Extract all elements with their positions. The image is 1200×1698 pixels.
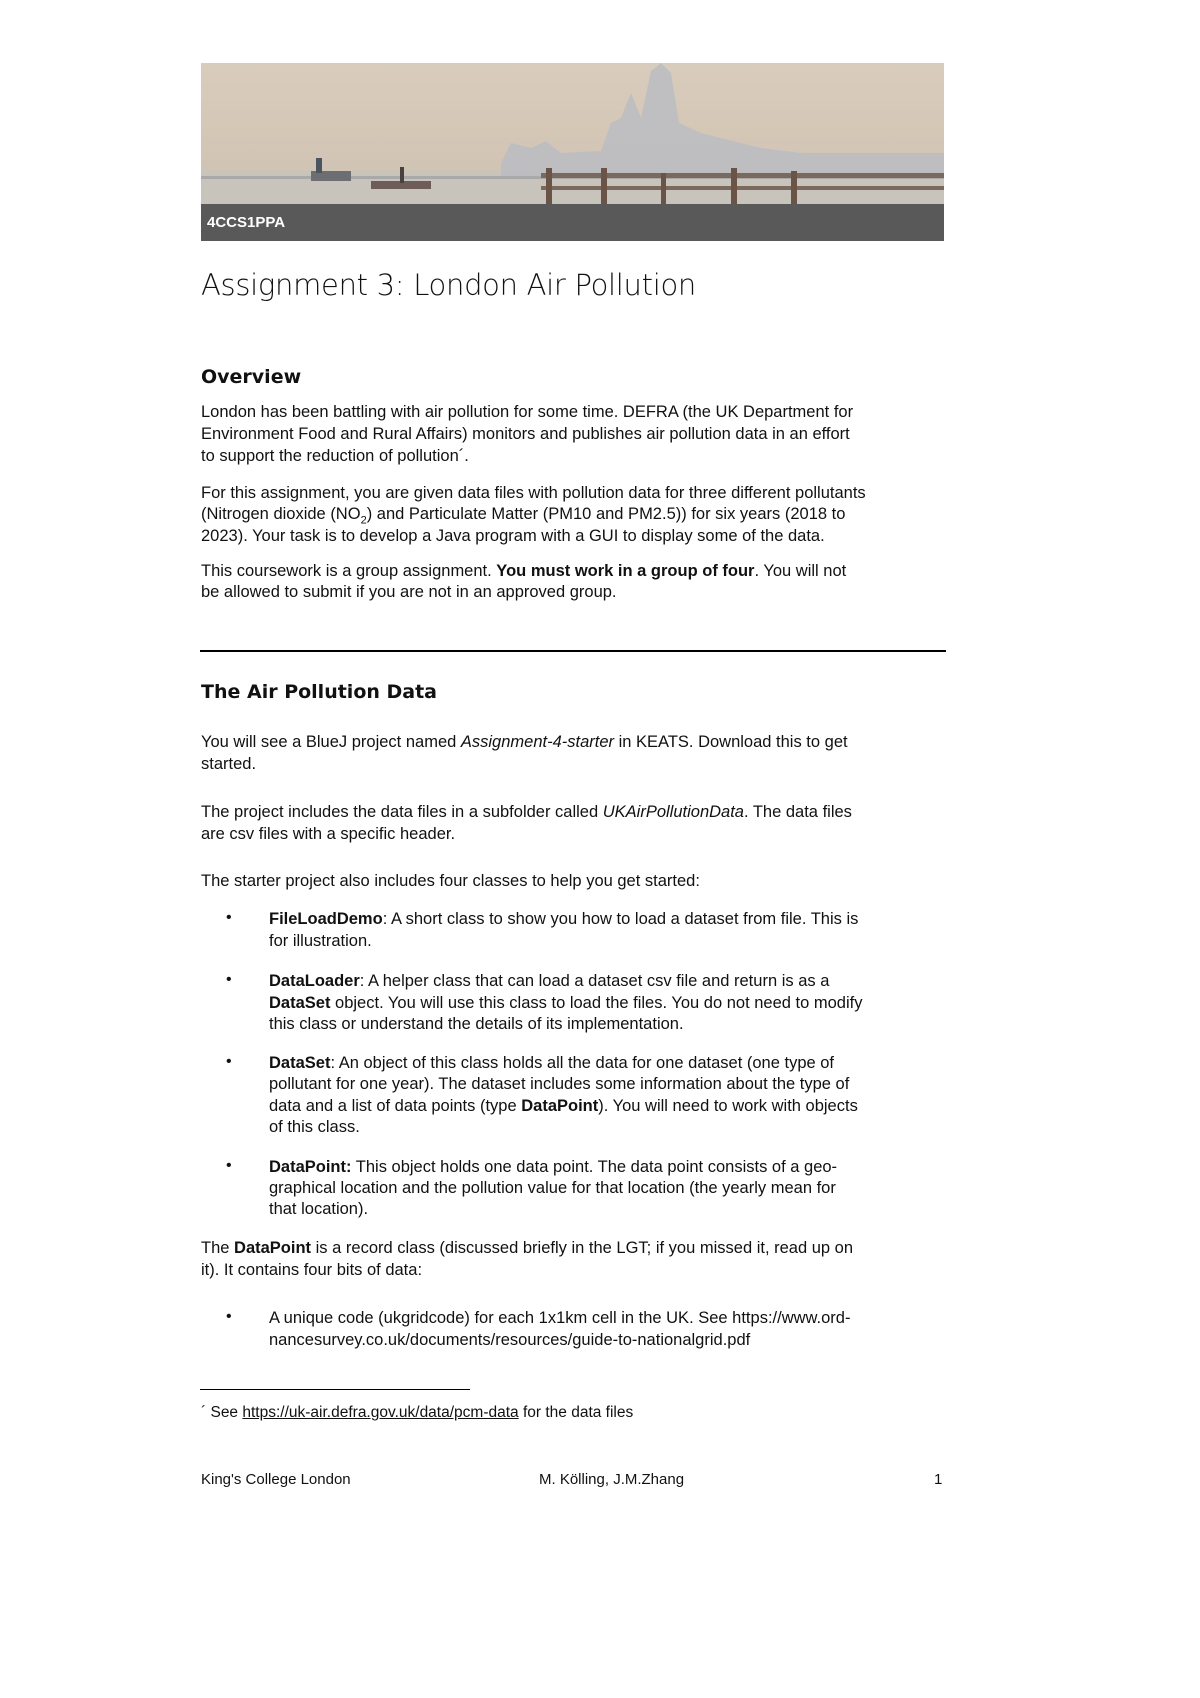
bullet-icon: • (226, 1157, 232, 1174)
data-section-heading: The Air Pollution Data (201, 681, 438, 703)
section-divider (200, 650, 946, 652)
header-banner (201, 63, 944, 241)
bullet-line (269, 909, 858, 929)
london-painting-image (201, 63, 944, 204)
page-title: Assignment 3: London Air Pollution (201, 268, 696, 302)
footnote (201, 1403, 633, 1423)
text: object. You will use this class to load the files. You do not need to modify (330, 994, 863, 1012)
text: You will see a BlueJ project named (201, 733, 461, 751)
course-code: 4CCS1PPA (207, 214, 286, 231)
overview-line: Environment Food and Rural Affairs) monitors and publishes air pollution data in an effort (201, 425, 850, 443)
text: data and a list of data points (type (269, 1097, 522, 1115)
text: ). You will need to work with objects (598, 1097, 858, 1115)
text-line: The starter project also includes four classes to help you get started: (201, 872, 700, 890)
text: . You will not (754, 562, 847, 580)
text: See (206, 1404, 243, 1421)
text: : A short class to show you how to load a dataset from file. This is (382, 910, 859, 928)
text-line (201, 802, 852, 822)
bold-text: You must work in a group of four (496, 562, 755, 580)
bullet-line (269, 1157, 837, 1177)
bullet-line: of this class. (269, 1118, 360, 1136)
footer-authors: M. Kölling, J.M.Zhang (539, 1471, 685, 1488)
text: The project includes the data files in a subfolder called (201, 803, 603, 821)
overview-line (201, 561, 846, 581)
bullet-line (269, 1096, 858, 1116)
text: . The data files (743, 803, 852, 821)
page-number: 1 (934, 1471, 943, 1488)
footnote-rule (200, 1389, 470, 1390)
text: in KEATS. Download this to get (614, 733, 848, 751)
class-name: FileLoadDemo (269, 910, 383, 928)
text: (Nitrogen dioxide (NO (201, 505, 361, 523)
class-name: DataPoint (234, 1239, 312, 1257)
class-name: DataLoader (269, 972, 360, 990)
overview-heading: Overview (201, 366, 302, 388)
overview-line: For this assignment, you are given data files with pollution data for three different pollutants (201, 484, 866, 502)
italic-text: UKAirPollutionData (602, 803, 744, 821)
text: is a record class (discussed briefly in the LGT; if you missed it, read up on (311, 1239, 854, 1257)
text: : A helper class that can load a dataset csv file and return is as a (359, 972, 830, 990)
class-name: DataPoint (521, 1097, 599, 1115)
bullet-line: pollutant for one year). The dataset includes some information about the type of (269, 1075, 850, 1093)
overview-line: London has been battling with air pollution for some time. DEFRA (the UK Department for (201, 403, 854, 421)
text: This object holds one data point. The data point consists of a geo- (351, 1158, 838, 1176)
bullet-icon: • (226, 971, 232, 988)
text: The (201, 1239, 235, 1257)
bullet-line: graphical location and the pollution value for that location (the yearly mean for (269, 1179, 836, 1197)
bullet-line: that location). (269, 1200, 369, 1218)
italic-text: Assignment-4-starter (460, 733, 615, 751)
text-line (201, 732, 848, 752)
course-code-bar (201, 204, 944, 241)
class-name: DataPoint: (269, 1158, 352, 1176)
overview-line: be allowed to submit if you are not in an approved group. (201, 583, 617, 601)
bullet-line: for illustration. (269, 932, 372, 950)
defra-link[interactable]: https://uk-air.defra.gov.uk/data/pcm-data (242, 1404, 519, 1421)
class-name: DataSet (269, 994, 331, 1012)
footer-institution: King's College London (201, 1471, 351, 1488)
text-line: are csv files with a specific header. (201, 825, 456, 843)
text: This coursework is a group assignment. (201, 562, 497, 580)
text: : An object of this class holds all the data for one dataset (one type of (330, 1054, 835, 1072)
bullet-line: A unique code (ukgridcode) for each 1x1km cell in the UK. See https://www.ord- (269, 1309, 851, 1327)
bullet-icon: • (226, 1308, 232, 1325)
bullet-icon: • (226, 909, 232, 926)
subscript: 2 (360, 514, 367, 527)
bullet-icon: • (226, 1053, 232, 1070)
text-line (201, 1238, 853, 1258)
bullet-line (269, 1053, 834, 1073)
bullet-line: nancesurvey.co.uk/documents/resources/guide-to-nationalgrid.pdf (269, 1331, 751, 1349)
bullet-line: this class or understand the details of its implementation. (269, 1015, 684, 1033)
bullet-line (269, 971, 829, 991)
text: for the data files (518, 1404, 634, 1421)
text: ) and Particulate Matter (PM10 and PM2.5)) for six years (2018 to (366, 505, 846, 523)
text-line: started. (201, 755, 257, 773)
text-line: it). It contains four bits of data: (201, 1261, 423, 1279)
overview-line: 2023). Your task is to develop a Java program with a GUI to display some of the data. (201, 527, 825, 545)
bullet-line (269, 993, 862, 1013)
overview-line: to support the reduction of pollution´. (201, 447, 469, 465)
footnote-mark: ´ (201, 1404, 207, 1421)
class-name: DataSet (269, 1054, 331, 1072)
